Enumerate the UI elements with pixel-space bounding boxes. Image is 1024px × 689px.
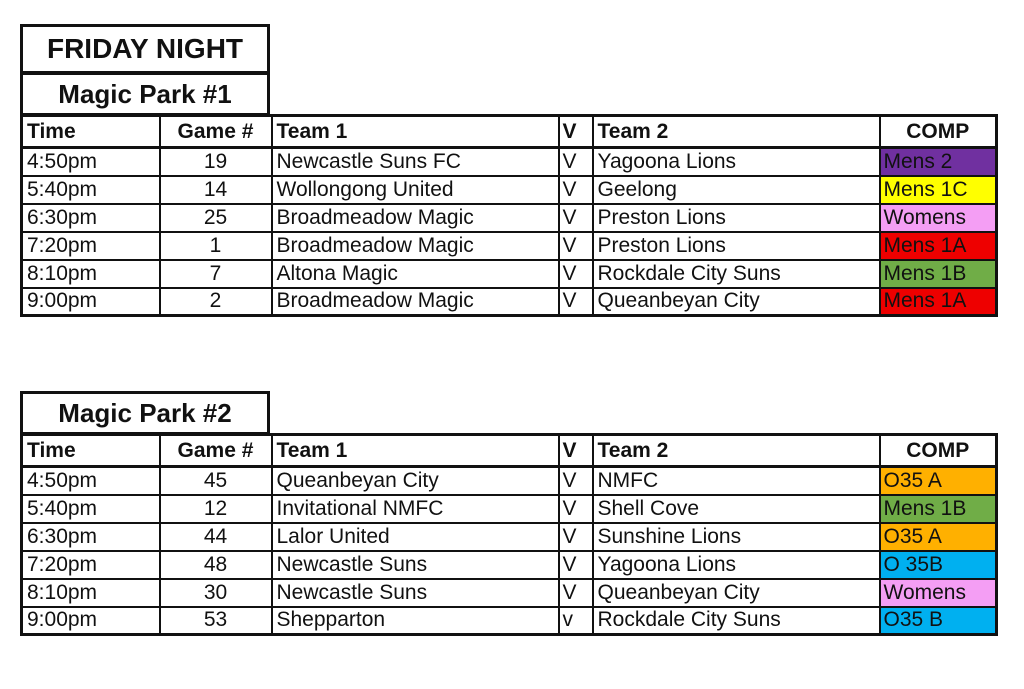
cell-comp: Mens 2 [880,148,997,176]
header-time: Time [22,116,160,148]
cell-team1: Invitational NMFC [272,495,559,523]
table-row [22,232,997,260]
cell-team2: Yagoona Lions [593,551,880,579]
cell-game: 25 [160,204,272,232]
cell-game: 2 [160,288,272,316]
cell-versus: V [559,204,593,232]
header-team2: Team 2 [593,435,880,467]
cell-time: 7:20pm [22,232,160,260]
cell-time: 9:00pm [22,607,160,635]
cell-versus: V [559,288,593,316]
header-game: Game # [160,116,272,148]
table-row [22,204,997,232]
cell-team1: Shepparton [272,607,559,635]
table-row [22,467,997,495]
cell-team1: Newcastle Suns [272,551,559,579]
cell-comp: Mens 1B [880,495,997,523]
cell-versus: V [559,260,593,288]
cell-versus: V [559,551,593,579]
cell-comp: O35 A [880,467,997,495]
cell-time: 4:50pm [22,148,160,176]
cell-team2: Queanbeyan City [593,288,880,316]
cell-comp: O 35B [880,551,997,579]
cell-game: 48 [160,551,272,579]
table-header-row [22,435,997,467]
table-row [22,579,997,607]
cell-time: 5:40pm [22,176,160,204]
cell-team1: Newcastle Suns FC [272,148,559,176]
cell-game: 7 [160,260,272,288]
cell-team1: Queanbeyan City [272,467,559,495]
cell-time: 7:20pm [22,551,160,579]
cell-versus: V [559,495,593,523]
cell-comp: O35 A [880,523,997,551]
table-header-row [22,116,997,148]
cell-game: 44 [160,523,272,551]
cell-versus: V [559,579,593,607]
cell-game: 1 [160,232,272,260]
cell-comp: Womens [880,204,997,232]
cell-comp: Mens 1A [880,288,997,316]
cell-team2: Preston Lions [593,232,880,260]
cell-game: 53 [160,607,272,635]
page-title: FRIDAY NIGHT [20,24,270,74]
header-comp: COMP [880,116,997,148]
table-row [22,495,997,523]
cell-comp: Mens 1A [880,232,997,260]
cell-team2: Geelong [593,176,880,204]
schedule-table-2 [20,433,998,636]
cell-team2: NMFC [593,467,880,495]
table-row [22,148,997,176]
venue-title-2: Magic Park #2 [20,391,270,435]
cell-team2: Sunshine Lions [593,523,880,551]
cell-versus: V [559,467,593,495]
cell-team1: Newcastle Suns [272,579,559,607]
cell-team1: Lalor United [272,523,559,551]
cell-team2: Rockdale City Suns [593,607,880,635]
cell-game: 14 [160,176,272,204]
schedule-table-1 [20,114,998,317]
cell-team2: Yagoona Lions [593,148,880,176]
header-v: V [559,116,593,148]
table-row [22,607,997,635]
cell-team1: Altona Magic [272,260,559,288]
table-row [22,288,997,316]
table-row [22,523,997,551]
header-v: V [559,435,593,467]
header-team1: Team 1 [272,116,559,148]
table-row [22,176,997,204]
header-team1: Team 1 [272,435,559,467]
cell-time: 6:30pm [22,204,160,232]
cell-comp: Mens 1B [880,260,997,288]
cell-time: 8:10pm [22,579,160,607]
cell-team1: Broadmeadow Magic [272,232,559,260]
cell-time: 6:30pm [22,523,160,551]
cell-team2: Shell Cove [593,495,880,523]
cell-versus: V [559,232,593,260]
cell-comp: Womens [880,579,997,607]
cell-team2: Rockdale City Suns [593,260,880,288]
cell-team2: Preston Lions [593,204,880,232]
header-comp: COMP [880,435,997,467]
cell-time: 4:50pm [22,467,160,495]
header-game: Game # [160,435,272,467]
cell-versus: V [559,523,593,551]
header-team2: Team 2 [593,116,880,148]
cell-time: 8:10pm [22,260,160,288]
cell-game: 45 [160,467,272,495]
cell-time: 5:40pm [22,495,160,523]
cell-game: 30 [160,579,272,607]
header-time: Time [22,435,160,467]
cell-versus: V [559,148,593,176]
cell-comp: O35 B [880,607,997,635]
cell-team2: Queanbeyan City [593,579,880,607]
cell-team1: Wollongong United [272,176,559,204]
cell-game: 12 [160,495,272,523]
table-row [22,551,997,579]
cell-team1: Broadmeadow Magic [272,204,559,232]
cell-comp: Mens 1C [880,176,997,204]
cell-time: 9:00pm [22,288,160,316]
table-row [22,260,997,288]
cell-versus: v [559,607,593,635]
cell-game: 19 [160,148,272,176]
cell-versus: V [559,176,593,204]
venue-title-1: Magic Park #1 [20,72,270,116]
cell-team1: Broadmeadow Magic [272,288,559,316]
